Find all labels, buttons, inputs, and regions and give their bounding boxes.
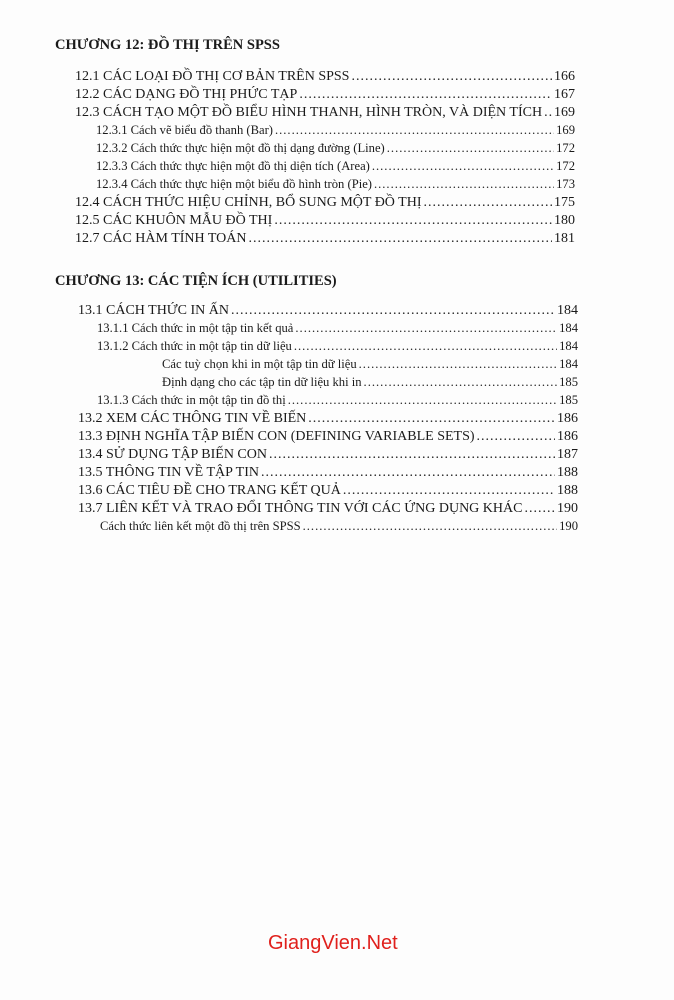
toc-entry <box>75 177 575 195</box>
dot-leader <box>359 357 557 372</box>
toc-entry <box>75 123 575 141</box>
toc-entry-page: 175 <box>554 195 575 210</box>
toc-entry-title: 13.4 SỬ DỤNG TẬP BIẾN CON <box>78 447 267 462</box>
toc-entry-title: 13.5 THÔNG TIN VỀ TẬP TIN <box>78 465 259 480</box>
toc-entry-page: 187 <box>557 447 578 462</box>
toc-entry <box>78 429 578 447</box>
toc-entry-page: 181 <box>554 231 575 246</box>
toc-entry-title: 12.3.2 Cách thức thực hiện một đồ thị dạng đường (Line) <box>96 141 385 155</box>
toc-entry-title: 12.3.3 Cách thức thực hiện một đồ thị diện tích (Area) <box>96 159 370 173</box>
toc-entry-page: 185 <box>559 375 578 389</box>
toc-entry-page: 190 <box>557 501 578 516</box>
dot-leader <box>374 177 554 192</box>
dot-leader <box>249 231 552 247</box>
dot-leader <box>544 105 552 121</box>
toc-entry-title: 12.1 CÁC LOẠI ĐỒ THỊ CƠ BẢN TRÊN SPSS <box>75 69 350 84</box>
toc-entry-page: 184 <box>559 321 578 335</box>
toc-entry-title: 13.1.3 Cách thức in một tập tin đồ thị <box>97 393 286 407</box>
toc-entry-page: 180 <box>554 213 575 228</box>
dot-leader <box>299 87 552 103</box>
dot-leader <box>343 483 555 499</box>
toc-entry-title: 13.1.1 Cách thức in một tập tin kết quả <box>97 321 294 335</box>
toc-entry <box>78 519 578 537</box>
toc-entry-title: 12.2 CÁC DẠNG ĐỒ THỊ PHỨC TẠP <box>75 87 298 102</box>
toc-entry-title: 12.5 CÁC KHUÔN MẪU ĐỒ THỊ <box>75 213 273 228</box>
dot-leader <box>524 501 555 517</box>
toc-entry <box>75 105 575 123</box>
dot-leader <box>288 393 557 408</box>
dot-leader <box>295 321 557 336</box>
toc-entry <box>75 159 575 177</box>
toc-entry <box>75 231 575 249</box>
toc-entry-title: 12.3 CÁCH TẠO MỘT ĐỒ BIỂU HÌNH THANH, HÌNH TRÒN, VÀ DIỆN TÍCH <box>75 105 543 120</box>
dot-leader <box>261 465 555 481</box>
dot-leader <box>269 447 555 463</box>
toc-entry-title: Các tuỳ chọn khi in một tập tin dữ liệu <box>162 357 357 371</box>
toc-entry <box>78 303 578 321</box>
toc-entry-page: 186 <box>557 429 578 444</box>
toc-entry-page: 188 <box>557 483 578 498</box>
toc-entry <box>78 375 578 393</box>
dot-leader <box>274 213 552 229</box>
toc-entry <box>78 339 578 357</box>
toc-entry-title: 13.1.2 Cách thức in một tập tin dữ liệu <box>97 339 292 353</box>
toc-entry <box>75 213 575 231</box>
dot-leader <box>303 519 557 534</box>
toc-entry <box>75 141 575 159</box>
chapter-12-toc <box>75 69 575 249</box>
toc-entry <box>78 501 578 519</box>
toc-entry <box>75 195 575 213</box>
toc-entry <box>78 393 578 411</box>
toc-entry-title: 13.2 XEM CÁC THÔNG TIN VỀ BIẾN <box>78 411 307 426</box>
toc-entry <box>78 357 578 375</box>
toc-entry-title: 13.3 ĐỊNH NGHĨA TẬP BIẾN CON (DEFINING VARIABLE SETS) <box>78 429 475 444</box>
dot-leader <box>424 195 553 211</box>
toc-entry-page: 184 <box>559 357 578 371</box>
watermark: GiangVien.Net <box>268 932 398 954</box>
toc-entry <box>75 87 575 105</box>
toc-entry-title: 13.1 CÁCH THỨC IN ẤN <box>78 303 229 318</box>
toc-entry-page: 167 <box>554 87 575 102</box>
dot-leader <box>308 411 555 427</box>
dot-leader <box>294 339 557 354</box>
toc-entry-page: 172 <box>556 159 575 173</box>
toc-entry-page: 169 <box>556 123 575 137</box>
toc-entry-title: 12.4 CÁCH THỨC HIỆU CHỈNH, BỔ SUNG MỘT ĐỒ THỊ <box>75 195 422 210</box>
toc-entry-title: 12.3.1 Cách vẽ biểu đồ thanh (Bar) <box>96 123 273 137</box>
toc-entry <box>75 69 575 87</box>
dot-leader <box>387 141 554 156</box>
toc-entry-page: 173 <box>556 177 575 191</box>
toc-entry-page: 186 <box>557 411 578 426</box>
dot-leader <box>364 375 558 390</box>
toc-entry-page: 184 <box>557 303 578 318</box>
toc-entry-page: 188 <box>557 465 578 480</box>
toc-entry-page: 166 <box>554 69 575 84</box>
toc-entry-page: 190 <box>559 519 578 533</box>
toc-entry-title: 12.7 CÁC HÀM TÍNH TOÁN <box>75 231 247 246</box>
dot-leader <box>372 159 554 174</box>
toc-entry <box>78 411 578 429</box>
toc-entry-page: 185 <box>559 393 578 407</box>
dot-leader <box>477 429 555 445</box>
chapter-12-heading: CHƯƠNG 12: ĐỒ THỊ TRÊN SPSS <box>55 37 280 53</box>
toc-entry-page: 172 <box>556 141 575 155</box>
toc-entry <box>78 465 578 483</box>
toc-entry-title: Định dạng cho các tập tin dữ liệu khi in <box>162 375 362 389</box>
toc-entry-page: 184 <box>559 339 578 353</box>
dot-leader <box>231 303 555 319</box>
toc-entry-title: Cách thức liên kết một đồ thị trên SPSS <box>100 519 301 533</box>
toc-entry-title: 13.7 LIÊN KẾT VÀ TRAO ĐỔI THÔNG TIN VỚI CÁC ỨNG DỤNG KHÁC <box>78 501 523 516</box>
toc-entry-page: 169 <box>554 105 575 120</box>
toc-entry <box>78 321 578 339</box>
toc-entry-title: 13.6 CÁC TIÊU ĐỀ CHO TRANG KẾT QUẢ <box>78 483 341 498</box>
toc-entry <box>78 483 578 501</box>
dot-leader <box>275 123 554 138</box>
chapter-13-toc <box>78 303 578 537</box>
toc-entry-title: 12.3.4 Cách thức thực hiện một biểu đồ hình tròn (Pie) <box>96 177 372 191</box>
toc-entry <box>78 447 578 465</box>
dot-leader <box>351 69 552 85</box>
chapter-13-heading: CHƯƠNG 13: CÁC TIỆN ÍCH (UTILITIES) <box>55 273 337 289</box>
